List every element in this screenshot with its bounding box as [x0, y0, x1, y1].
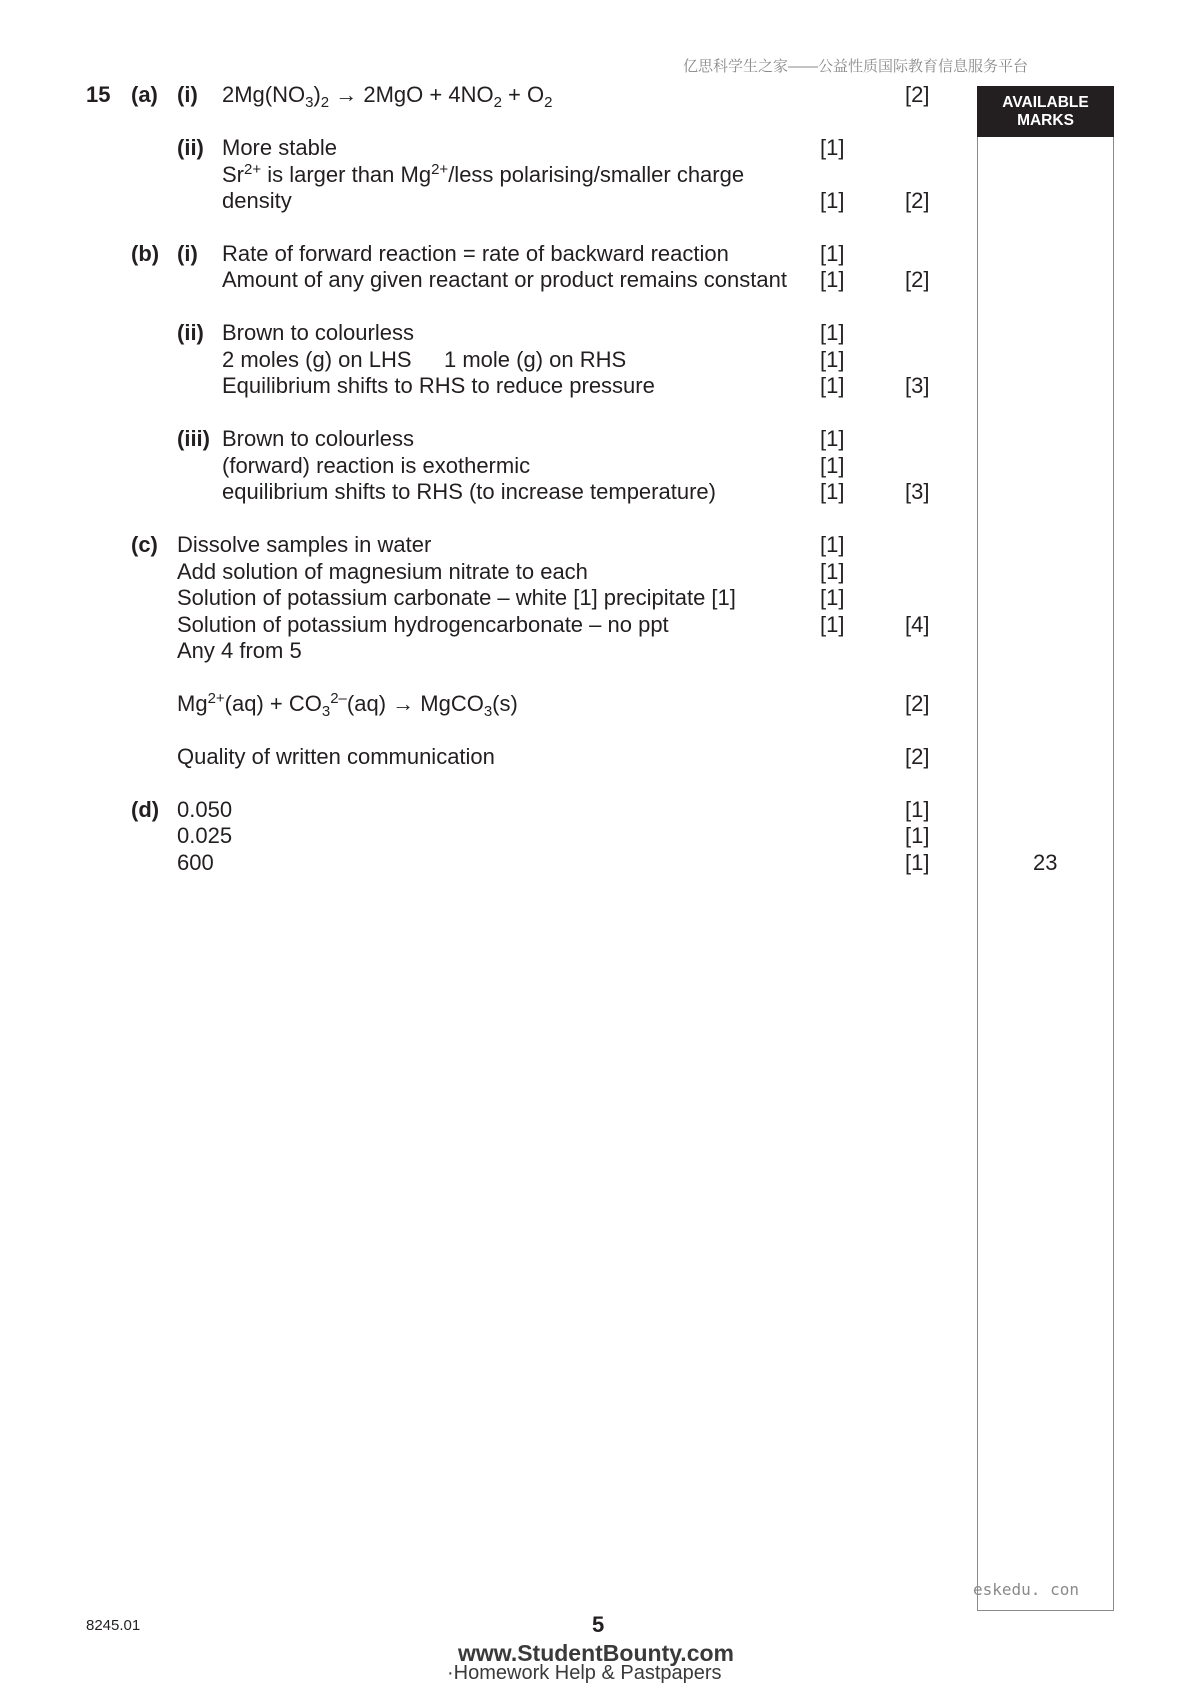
answer-line: Dissolve samples in water [177, 532, 432, 557]
answer-line: 0.025 [177, 823, 233, 848]
mark: [1] [820, 347, 845, 372]
question-number: 15 [86, 82, 111, 107]
answer-line: equilibrium shifts to RHS (to increase temperature) [222, 479, 716, 504]
part-c-label: (c) [131, 532, 158, 557]
answer-line: Brown to colourless [222, 320, 414, 345]
watermark-text: eskedu. con [973, 1580, 1079, 1599]
answer-line: Quality of written communication [177, 744, 495, 769]
equation-c: $Mg^{2+}(aq) + CO_3^{2-}(aq)$ → MgCO$_3$(s) [177, 690, 518, 720]
mark: [1] [905, 823, 930, 848]
answer-line: 0.050 [177, 797, 233, 822]
answer-line: Solution of potassium carbonate – white [1] precipitate [1] [177, 585, 736, 610]
available-marks-header [977, 86, 1114, 137]
answer-line: 2 moles (g) on LHS [222, 347, 412, 372]
mark: [1] [905, 850, 930, 875]
answer-line: 1 mole (g) on RHS [444, 347, 627, 372]
answer-line: More stable [222, 135, 337, 160]
mark-total: [2] [905, 82, 930, 107]
available-marks-total: 23 [1033, 850, 1058, 875]
mark-total: [3] [905, 373, 930, 398]
mark: [1] [820, 267, 845, 292]
answer-line: 600 [177, 850, 214, 875]
answer-line: Add solution of magnesium nitrate to each [177, 559, 588, 584]
subpart-iii-label: (iii) [177, 426, 210, 451]
answer-line: density [222, 188, 292, 213]
mark-total: [4] [905, 612, 930, 637]
mark: [1] [820, 479, 845, 504]
mark-total: [2] [905, 691, 930, 716]
answer-line: Any 4 from 5 [177, 638, 302, 663]
subpart-ii-label: (ii) [177, 320, 204, 345]
mark: [1] [820, 612, 845, 637]
mark-total: [2] [905, 267, 930, 292]
mark-total: [2] [905, 744, 930, 769]
mark: [1] [820, 320, 845, 345]
answer-line: Rate of forward reaction = rate of backward reaction [222, 241, 729, 266]
mark: [1] [820, 188, 845, 213]
part-d-label: (d) [131, 797, 160, 822]
answer-line: $Sr^{2+}$ is larger than $Mg^{2+}$/less polarising/smaller charge [222, 161, 745, 187]
mark: [1] [820, 559, 845, 584]
subpart-i-label: (i) [177, 82, 198, 107]
studentbounty-tagline: ·Homework Help & Pastpapers [447, 1662, 722, 1684]
mark: [1] [820, 135, 845, 160]
answer-line: Equilibrium shifts to RHS to reduce pressure [222, 373, 655, 398]
part-b-label: (b) [131, 241, 160, 266]
available-marks-header-line2: MARKS [1017, 112, 1074, 129]
paper-code: 8245.01 [86, 1617, 141, 1634]
part-a-label: (a) [131, 82, 158, 107]
mark: [1] [820, 453, 845, 478]
mark: [1] [820, 585, 845, 610]
equation-a-i: $2Mg(NO_3)_2 \to 2MgO + 4NO_2 + O_2$ [222, 82, 553, 111]
answer-line: Solution of potassium hydrogencarbonate – no ppt [177, 612, 669, 637]
watermark-text: 亿思科学生之家——公益性质国际教育信息服务平台 [683, 58, 1029, 75]
studentbounty-logo-url: www.StudentBounty.com [458, 1640, 734, 1666]
mark-total: [2] [905, 188, 930, 213]
subpart-i-label: (i) [177, 241, 198, 266]
subpart-ii-label: (ii) [177, 135, 204, 160]
mark: [1] [820, 426, 845, 451]
available-marks-header-line1: AVAILABLE [1002, 94, 1089, 111]
mark: [1] [820, 241, 845, 266]
answer-line: Brown to colourless [222, 426, 414, 451]
mark: [1] [820, 373, 845, 398]
page-number: 5 [592, 1612, 605, 1637]
mark: [1] [905, 797, 930, 822]
mark: [1] [820, 532, 845, 557]
answer-line: (forward) reaction is exothermic [222, 453, 531, 478]
mark-total: [3] [905, 479, 930, 504]
answer-line: Amount of any given reactant or product remains constant [222, 267, 787, 292]
